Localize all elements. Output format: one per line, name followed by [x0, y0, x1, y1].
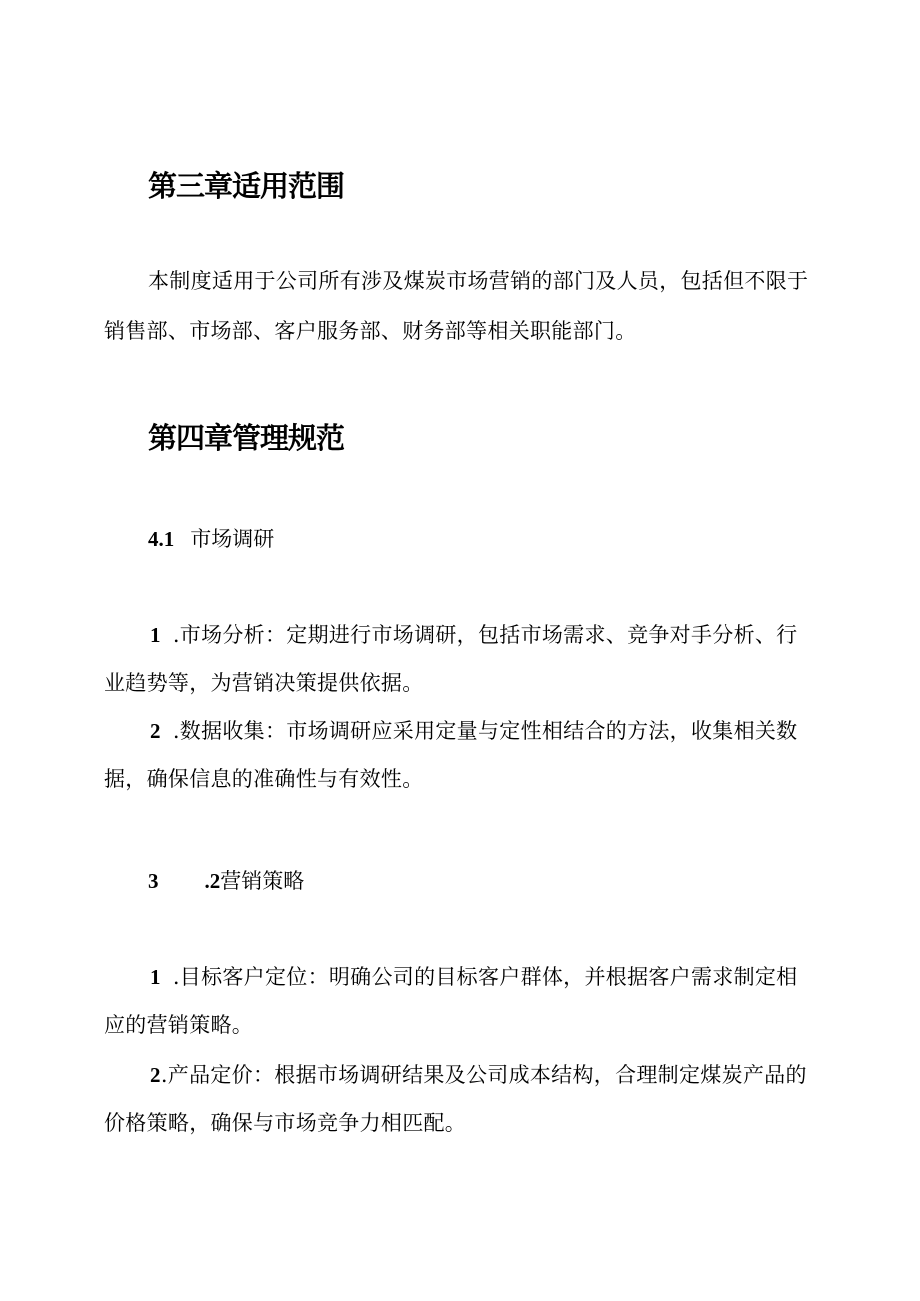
section-4-2-item-2-line-1: .产品定价：根据市场调研结果及公司成本结构，合理制定煤炭产品的	[160, 1063, 807, 1087]
section-4-1-item-2-line-1: .数据收集：市场调研应采用定量与定性相结合的方法，收集相关数	[172, 719, 798, 743]
section-4-1-heading	[148, 524, 274, 554]
section-4-2-item-1-number: 1	[150, 965, 161, 989]
section-4-2-number-b: .2	[204, 869, 221, 893]
chapter-3-body-line-2: 销售部、市场部、客户服务部、财务部等相关职能部门。	[104, 319, 637, 343]
section-4-2-item-1	[150, 962, 798, 992]
section-4-2-title: 营销策略	[220, 869, 305, 893]
section-4-2-item-1-line-2: 应的营销策略。	[104, 1013, 254, 1037]
section-4-1-item-2	[150, 716, 798, 746]
section-4-1-number: 4.1	[148, 527, 175, 551]
section-4-2-number-a: 3	[148, 869, 159, 893]
section-4-1-item-1-cont	[104, 668, 424, 698]
section-4-1-item-1-number: 1	[150, 623, 161, 647]
section-4-1-item-2-cont	[104, 764, 424, 794]
section-4-1-item-2-line-2: 据，确保信息的准确性与有效性。	[104, 767, 424, 791]
section-4-2-item-2-cont	[104, 1108, 466, 1138]
section-4-2-item-2-line-2: 价格策略，确保与市场竞争力相匹配。	[104, 1111, 467, 1135]
section-4-1-item-2-number: 2	[150, 719, 161, 743]
section-4-2-item-1-cont	[104, 1010, 253, 1040]
chapter-3-body	[148, 266, 808, 296]
section-4-1-item-1-line-1: .市场分析：定期进行市场调研，包括市场需求、竞争对手分析、行	[172, 623, 798, 647]
section-4-2-item-2-number: 2	[150, 1063, 161, 1087]
section-4-1-item-1-line-2: 业趋势等，为营销决策提供依据。	[104, 671, 424, 695]
chapter-4-title: 第四章管理规范	[148, 421, 345, 455]
section-4-1-item-1	[150, 620, 798, 650]
chapter-3-body-line-1: 本制度适用于公司所有涉及煤炭市场营销的部门及人员，包括但不限于	[148, 269, 809, 293]
section-4-2-item-2	[150, 1060, 807, 1090]
section-4-2-heading	[148, 866, 304, 896]
section-4-1-title: 市场调研	[190, 527, 275, 551]
section-4-2-item-1-line-1: .目标客户定位：明确公司的目标客户群体，并根据客户需求制定相	[172, 965, 798, 989]
chapter-3-title: 第三章适用范围	[148, 169, 345, 203]
chapter-3-body-cont	[104, 316, 637, 346]
